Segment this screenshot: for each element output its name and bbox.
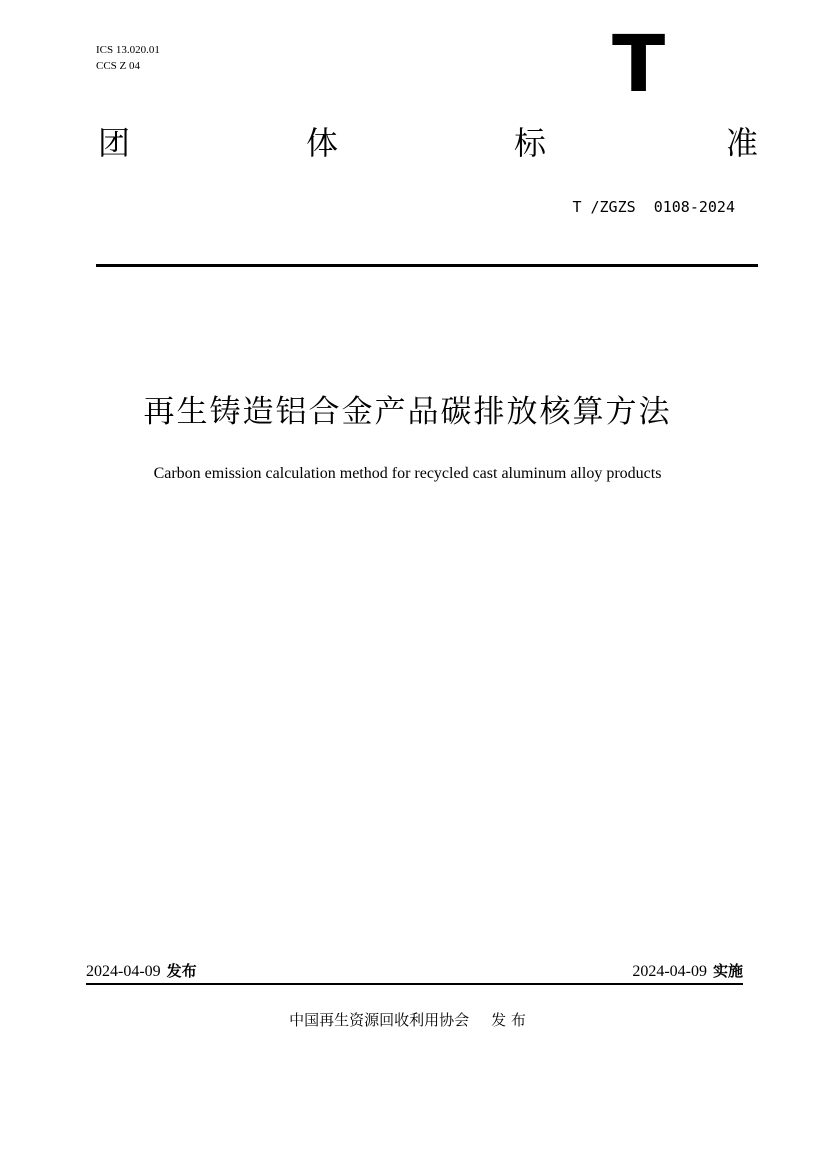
type-char: 团	[98, 124, 131, 162]
ccs-code: CCS Z 04	[96, 60, 141, 72]
standard-number: T /ZGZS 0108-2024	[572, 198, 735, 216]
implement-date-block	[632, 960, 743, 983]
document-title-english: Carbon emission calculation method for recycled cast aluminum alloy products	[153, 465, 662, 482]
publisher-line	[0, 1008, 815, 1032]
header-divider	[96, 264, 758, 267]
standard-type-letter: T	[612, 20, 666, 110]
type-char: 体	[306, 124, 339, 162]
publish-date: 2024-04-09	[86, 963, 161, 980]
document-title-chinese: 再生铸造铝合金产品碳排放核算方法	[143, 394, 672, 430]
publisher-action: 发 布	[491, 1011, 526, 1029]
date-row	[86, 960, 743, 984]
classification-codes	[96, 42, 160, 74]
ics-code: ICS 13.020.01	[96, 44, 160, 56]
publisher-name: 中国再生资源回收利用协会	[289, 1011, 470, 1029]
publish-date-block	[86, 960, 197, 983]
footer-divider	[86, 983, 743, 985]
type-char: 准	[726, 124, 759, 162]
type-char: 标	[514, 124, 547, 162]
standard-type-heading	[98, 118, 760, 168]
publish-label: 发布	[166, 962, 197, 980]
implement-date: 2024-04-09	[632, 963, 707, 980]
implement-label: 实施	[712, 962, 743, 980]
